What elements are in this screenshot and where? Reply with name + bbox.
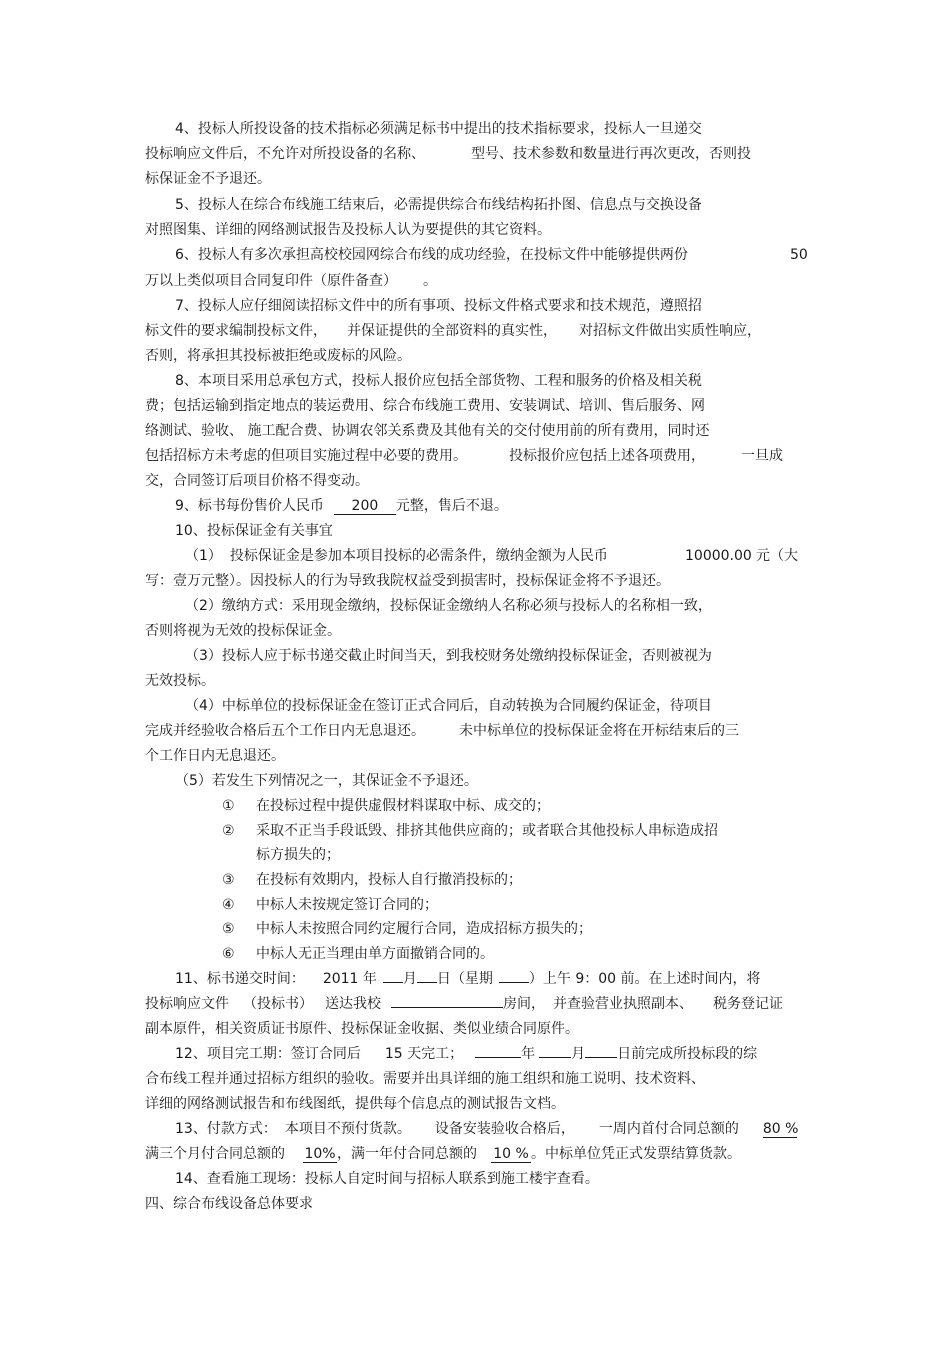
list-item-mark: ⑥ [222, 946, 235, 962]
month-blank [383, 982, 403, 983]
para-10-s2-line-1: （2）缴纳方式：采用现金缴纳，投标保证金缴纳人名称必须与投标人的名称相一致， [185, 598, 712, 614]
para-7-line-2b: 并保证提供的全部资料的真实性， [347, 323, 557, 339]
three-month-percent: 10% [304, 1146, 336, 1162]
para-8-line-3: 络测试、验收、 施工配合费、协调农邻关系费及其他有关的交付使用前的所有费用，同时还 [145, 423, 710, 439]
para-6-line-2 [145, 272, 437, 290]
para-12-month: 月 [571, 1046, 586, 1062]
list-item: 在投标过程中提供虚假材料谋取中标、成交的； [256, 798, 550, 814]
para-8-line-1: 8、本项目采用总承包方式，投标人报价应包括全部货物、工程和服务的价格及相关税 [175, 373, 702, 389]
para-6-line-2b: 。 [423, 273, 437, 289]
para-10-s3-line-2: 无效投标。 [145, 673, 215, 689]
para-13-l2c: 。中标单位凭正式发票结算货款。 [531, 1146, 741, 1162]
para-10-s1-line-1 [185, 547, 608, 565]
para-13-d: 一周内首付合同总额的 [598, 1121, 739, 1137]
para-8-line-4c: 一旦成 [741, 448, 783, 464]
weekday-blank [499, 982, 529, 983]
para-13-a: 13、付款方式： [175, 1121, 277, 1137]
room-blank [391, 1007, 503, 1008]
para-10-s1b: 投标保证金是参加本项目投标的必需条件，缴纳金额为人民币 [229, 548, 608, 564]
list-item-continuation: 标方损失的； [256, 847, 340, 863]
para-7-line-3: 否则，将承担其投标被拒绝或废标的风险。 [145, 348, 411, 364]
para-9 [175, 497, 508, 515]
completion-month-blank [539, 1057, 571, 1058]
para-5-line-1: 5、投标人在综合布线施工结束后，必需提供综合布线结构拓扑图、信息点与交换设备 [175, 197, 702, 213]
list-item: 中标人未按照合同约定履行合同，造成招标方损失的； [256, 921, 592, 937]
para-8-line-4 [145, 447, 783, 465]
day-blank [417, 982, 437, 983]
para-6-line-1: 6、投标人有多次承担高校校园网综合布线的成功经验，在投标文件中能够提供两份 [175, 247, 688, 263]
para-10-s5: （5）若发生下列情况之一，其保证金不予退还。 [175, 773, 478, 789]
para-11-b: ）上午 9：00 前。在上述时间内，将 [528, 971, 761, 987]
para-13-line-2 [145, 1145, 741, 1163]
list-item-mark: ② [222, 823, 235, 839]
para-10-s4-line-2b: 未中标单位的投标保证金将在开标结束后的三 [459, 723, 739, 739]
para-10-s4-line-1: （4）中标单位的投标保证金在签订正式合同后，自动转换为合同履约保证金，待项目 [185, 698, 712, 714]
para-11-line-2 [145, 995, 783, 1013]
list-item-mark: ③ [222, 872, 235, 888]
completion-year-blank [475, 1057, 521, 1058]
para-10-title: 10、投标保证金有关事宜 [175, 523, 333, 539]
para-11-l2a: 投标响应文件 [145, 996, 229, 1012]
section-4-heading: 四、综合布线设备总体要求 [145, 1196, 313, 1212]
para-11-day: 日（星期 [436, 971, 493, 987]
para-12-line-3: 详细的网络测试报告和布线图纸，提供每个信息点的测试报告文档。 [145, 1096, 565, 1112]
para-4-line-2 [145, 145, 751, 163]
para-4-line-2a: 投标响应文件后，不允许对所投设备的名称、 [145, 146, 425, 162]
deposit-amount: 10000.00 [685, 548, 752, 564]
para-13-l2b: ，满一年付合同总额的 [337, 1146, 477, 1162]
one-year-percent: 10 % [491, 1146, 531, 1163]
para-11-line-1 [175, 970, 761, 988]
para-4-line-3: 标保证金不予退还。 [145, 171, 271, 187]
list-item: 中标人未按规定签订合同的； [256, 897, 438, 913]
para-12-a: 12、项目完工期：签订合同后 [175, 1046, 361, 1062]
para-13-line-1 [175, 1120, 797, 1138]
completion-day-blank [585, 1057, 617, 1058]
para-12-b: 日前完成所投标段的综 [617, 1046, 758, 1062]
para-10-s3-line-1: （3）投标人应于标书递交截止时间当天，到我校财务处缴纳投标保证金，否则被视为 [185, 648, 712, 664]
price-field: 200 [334, 498, 396, 515]
para-11-l2c: 送达我校 [325, 996, 381, 1012]
list-item: 在投标有效期内，投标人自行撤消投标的； [256, 872, 522, 888]
para-10-s2-line-2: 否则将视为无效的投标保证金。 [145, 623, 341, 639]
para-10-s4-line-3: 个工作日内无息退还。 [145, 748, 285, 764]
para-6-amount: 50 [790, 247, 808, 263]
para-5-line-2: 对照图集、详细的网络测试报告及投标人认为要提供的其它资料。 [145, 222, 551, 238]
para-9-b: 元整，售后不退。 [395, 498, 508, 514]
para-7-line-2a: 标文件的要求编制投标文件， [145, 323, 327, 339]
para-13-l2a: 满三个月付合同总额的 [145, 1146, 285, 1162]
list-item: 中标人无正当理由单方面撤销合同的。 [256, 946, 494, 962]
para-11-l2e: 并查验营业执照副本、 [553, 996, 693, 1012]
list-item-mark: ⑤ [222, 921, 235, 937]
para-12-days: 15 天完工； [384, 1046, 464, 1062]
para-7-line-2c: 对招标文件做出实质性响应， [579, 323, 761, 339]
para-11-l2f: 税务登记证 [713, 996, 783, 1012]
list-item-mark: ④ [222, 897, 235, 913]
list-item-mark: ① [222, 798, 235, 814]
para-8-line-5: 交，合同签订后项目价格不得变动。 [145, 473, 369, 489]
para-13-c: 设备安装验收合格后， [434, 1121, 575, 1137]
para-12-line-1 [175, 1045, 757, 1063]
para-6-line-2a: 万以上类似项目合同复印件（原件备查） [145, 273, 397, 289]
first-payment-percent: 80 % [762, 1121, 799, 1137]
para-11-a: 11、标书递交时间： [175, 971, 305, 987]
para-10-s1-line-2: 写：壹万元整）。因投标人的行为导致我院权益受到损害时，投标保证金将不予退还。 [145, 573, 670, 589]
para-9-a: 9、标书每份售价人民币 [175, 498, 324, 514]
para-10-s1a: （1） [185, 548, 222, 564]
para-4-line-1: 4、投标人所投设备的技术指标必须满足标书中提出的技术指标要求，投标人一旦递交 [175, 121, 702, 137]
para-11-l2d: 房间， [503, 996, 545, 1012]
para-14: 14、查看施工现场：投标人自定时间与招标人联系到施工楼宇查看。 [175, 1171, 599, 1187]
para-8-line-4b: 投标报价应包括上述各项费用， [509, 448, 705, 464]
para-10-s4-line-2a: 完成并经验收合格后五个工作日内无息退还。 [145, 723, 425, 739]
para-8-line-2: 费；包括运输到指定地点的装运费用、综合布线施工费用、安装调试、培训、售后服务、网 [145, 398, 705, 414]
para-7-line-1: 7、投标人应仔细阅读招标文件中的所有事项、投标文件格式要求和技术规范，遵照招 [175, 298, 702, 314]
para-10-s4-line-2 [145, 722, 739, 740]
para-13-b: 本项目不预付货款。 [284, 1121, 411, 1137]
para-8-line-4a: 包括招标方未考虑的但项目实施过程中必要的费用。 [145, 448, 467, 464]
para-4-line-2b: 型号、技术参数和数量进行再次更改，否则投 [471, 146, 751, 162]
para-11-year: 2011 年 [322, 971, 377, 987]
para-11-line-3: 副本原件，相关资质证书原件、投标保证金收据、类似业绩合同原件。 [145, 1021, 579, 1037]
para-7-line-2 [145, 322, 761, 340]
para-10-s1c: 元（大 [756, 548, 798, 564]
para-12-line-2: 合布线工程并通过招标方组织的验收。需要并出具详细的施工组织和施工说明、技术资料、 [145, 1071, 705, 1087]
list-item: 采取不正当手段诋毁、排挤其他供应商的；或者联合其他投标人串标造成招 [256, 823, 718, 839]
para-12-year: 年 [521, 1046, 536, 1062]
para-11-month: 月 [402, 971, 417, 987]
para-11-l2b: （投标书） [243, 996, 313, 1012]
